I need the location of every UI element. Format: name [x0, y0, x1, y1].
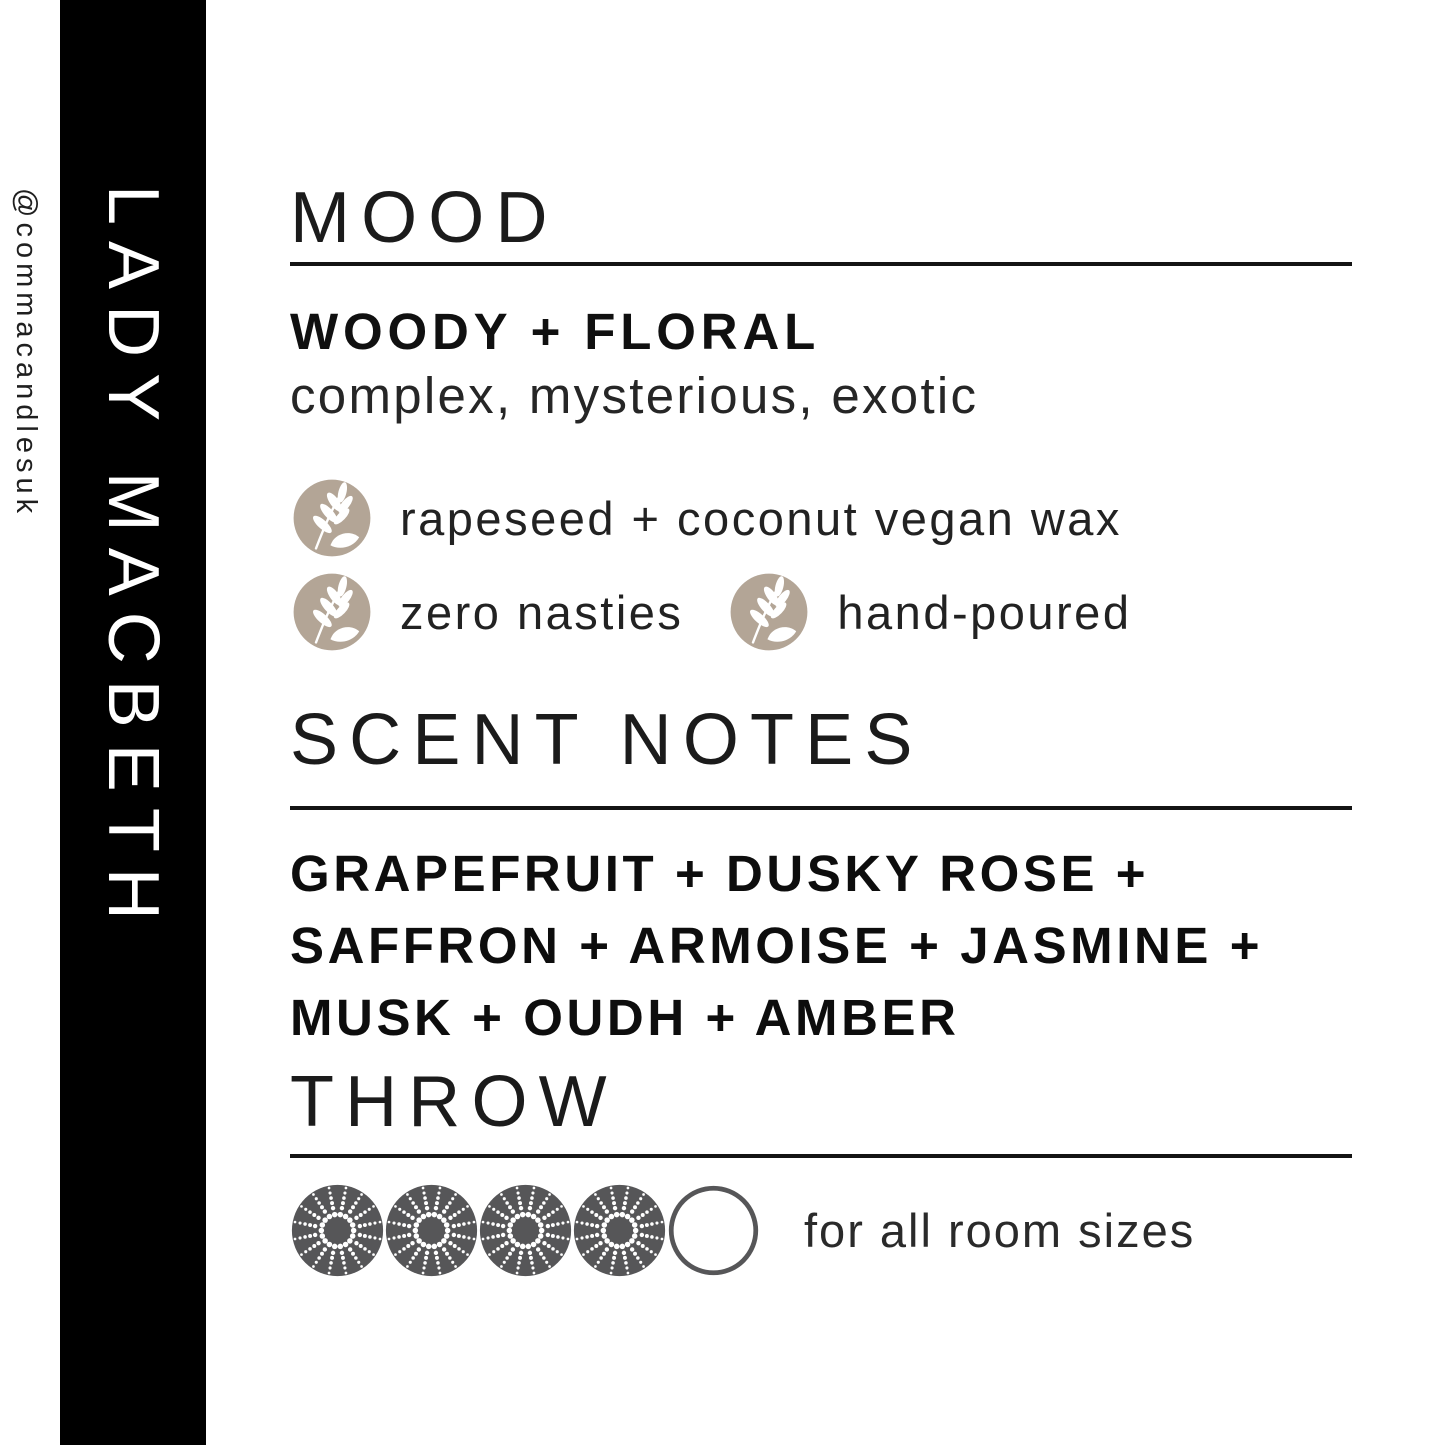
feature-label: rapeseed + coconut vegan wax: [400, 491, 1122, 545]
scent-notes-divider: [290, 806, 1352, 810]
fern-leaf-icon: [292, 478, 372, 558]
feature-label: hand-poured: [837, 585, 1132, 639]
scent-notes-line: SAFFRON + ARMOISE + JASMINE +: [290, 917, 1264, 974]
throw-rating: [290, 1183, 760, 1278]
feature-label: zero nasties: [400, 585, 684, 639]
content-column: [290, 0, 1352, 1445]
scent-notes-line: MUSK + OUDH + AMBER: [290, 989, 960, 1046]
throw-heading: THROW: [290, 1062, 618, 1142]
fern-leaf-icon: [729, 572, 809, 652]
feature-row: [292, 478, 1122, 558]
mood-descriptors: complex, mysterious, exotic: [290, 367, 979, 424]
product-name: LADY MACBETH: [93, 185, 173, 936]
throw-dot-filled: [572, 1183, 667, 1278]
scent-notes-line: GRAPEFRUIT + DUSKY ROSE +: [290, 845, 1150, 902]
throw-rating-row: [290, 1183, 1195, 1278]
feature-row: [292, 572, 1131, 652]
throw-dot-filled: [478, 1183, 573, 1278]
mood-divider: [290, 262, 1352, 266]
fern-leaf-icon: [292, 572, 372, 652]
instagram-handle: @commacandlesuk: [10, 188, 42, 519]
scent-notes-text: [290, 838, 1263, 1054]
scent-notes-heading: SCENT NOTES: [290, 700, 924, 780]
throw-dot-filled: [384, 1183, 479, 1278]
mood-profile: WOODY + FLORAL: [290, 303, 821, 360]
mood-heading: MOOD: [290, 178, 559, 258]
feature-group: [729, 572, 1131, 652]
throw-dot-empty: [666, 1183, 761, 1278]
throw-room-size-label: for all room sizes: [804, 1204, 1196, 1257]
throw-divider: [290, 1154, 1352, 1158]
throw-dot-filled: [290, 1183, 385, 1278]
product-name-bar: [60, 0, 206, 1445]
